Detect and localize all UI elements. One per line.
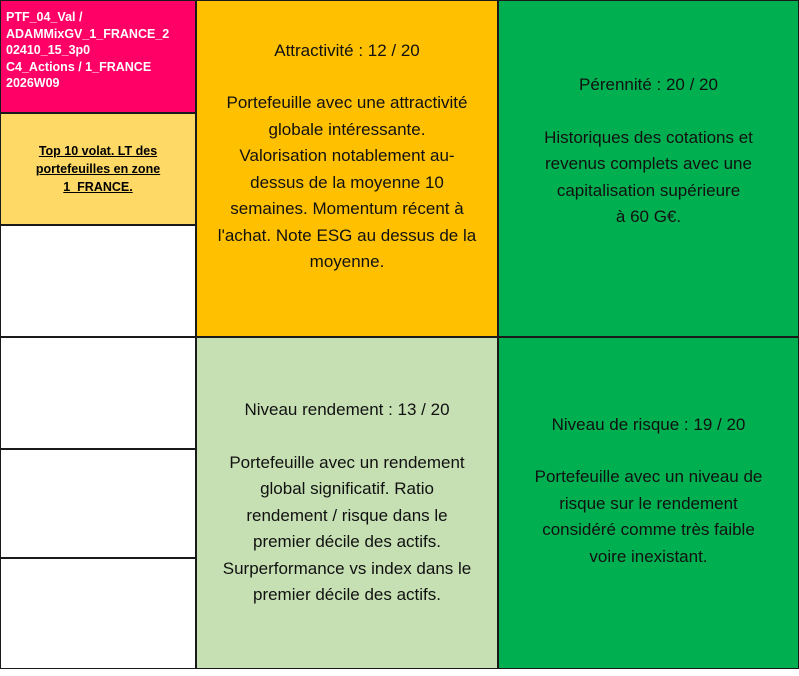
rendement-title: Niveau rendement : 13 / 20 bbox=[244, 400, 450, 420]
portfolio-id-line: 02410_15_3p0 bbox=[6, 43, 91, 57]
portfolio-id-box bbox=[0, 0, 196, 113]
rendement-panel bbox=[196, 337, 498, 669]
portfolio-id-line: C4_Actions / 1_FRANCE bbox=[6, 59, 152, 74]
empty-cell bbox=[0, 449, 196, 558]
attractivite-title: Attractivité : 12 / 20 bbox=[274, 40, 420, 60]
rendement-description: Portefeuille avec un rendement global significatif. Ratio rendement / risque dans le premier décile des actifs. Surperformance vs index dans le premier décile des actifs. bbox=[222, 452, 472, 605]
portfolio-id-line: ADAMMixGV_1_FRANCE_2 bbox=[6, 26, 170, 41]
perennite-title: Pérennité : 20 / 20 bbox=[579, 75, 718, 95]
perennite-description: Historiques des cotations et revenus complets avec une capitalisation supérieure à 60 G€. bbox=[544, 127, 753, 227]
empty-cell bbox=[0, 225, 196, 337]
risque-title: Niveau de risque : 19 / 20 bbox=[551, 414, 746, 434]
empty-cell bbox=[0, 337, 196, 449]
perennite-panel bbox=[498, 0, 799, 337]
attractivite-panel bbox=[196, 0, 498, 337]
risque-description: Portefeuille avec un niveau de risque sur le rendement considéré comme très faible voire inexistant. bbox=[534, 467, 763, 566]
portfolio-id-line: PTF_04_Val / bbox=[6, 10, 83, 24]
portfolio-id-line: 2026W09 bbox=[6, 76, 60, 90]
attractivite-description: Portefeuille avec une attractivité globale intéressante. Valorisation notablement au- dessus de la moyenne 10 semaines. Momentum récent à l'achat. Note ESG au dessus de la moyenne. bbox=[217, 93, 477, 271]
risque-panel bbox=[498, 337, 799, 669]
top10-link[interactable]: Top 10 volat. LT des portefeuilles en zone 1_FRANCE. bbox=[35, 144, 161, 194]
empty-cell bbox=[0, 558, 196, 669]
top10-link-box[interactable] bbox=[0, 113, 196, 225]
